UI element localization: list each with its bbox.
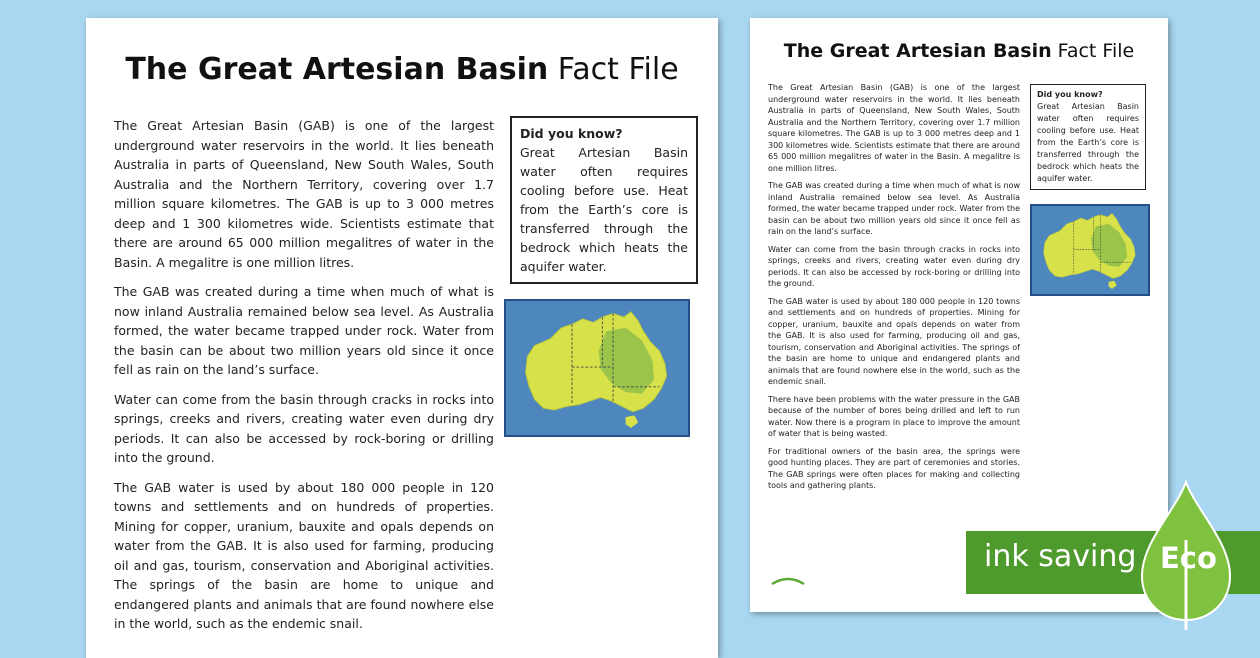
australia-map-graphic [506, 301, 688, 435]
did-you-know-box [510, 116, 698, 284]
australia-map [504, 299, 690, 437]
paragraph: The Great Artesian Basin (GAB) is one of the largest underground water reservoirs in the world. It lies beneath Australia in parts of Queensland, New South Wales, South Australia and the Northern Territory, covering over 1.7 million square kilometres. The GAB is up to 3 000 metres deep and 1 300 kilometres wide. Scientists estimate that there are around 65 000 million megalitres of water in the Basin. A megalitre is one million litres. [114, 118, 494, 270]
page-title-rest: Fact File [557, 52, 679, 87]
paragraph: Water can come from the basin through cracks in rocks into springs, creeks and rivers, creating water even during dry periods. It can also be accessed by rock-boring or drilling into the ground. [114, 391, 494, 465]
paragraph: The GAB was created during a time when much of what is now inland Australia remained below sea level. As Australia formed, the water became trapped under rock. Water from the basin can be about two million years old since it once fell as rain on the land’s surface. [114, 284, 494, 377]
paragraph: For traditional owners of the basin area, the springs were good hunting places. They are part of ceremonies and stories. The GAB springs were often places for making and collecting tools and gathering plants. [768, 446, 1020, 490]
page-title [750, 40, 1168, 62]
twinkl-logo-graphic [770, 572, 806, 590]
did-you-know-title: Did you know? [520, 126, 623, 141]
paragraph: Water can come from the basin through cracks in rocks into springs, creeks and rivers, creating water even during dry periods. It can also be accessed by rock-boring or drilling into the ground. [768, 244, 1020, 288]
australia-map [1030, 204, 1150, 296]
did-you-know-box [1030, 84, 1146, 190]
ink-saving-label: ink saving [984, 539, 1137, 574]
fact-file-page-large [86, 18, 718, 658]
did-you-know-text: Great Artesian Basin water often requires cooling before use. Heat from the Earth’s core is transferred through the bedrock which heats the aquifer water. [1037, 102, 1139, 183]
fact-file-page-small [750, 18, 1168, 612]
paragraph: The GAB water is used by about 180 000 people in 120 towns and settlements and on hundreds of properties. Mining for copper, uranium, bauxite and opals depends on water from the GAB. It is also used for farming, producing oil and gas, tourism, conservation and Aboriginal activities. The springs of the basin are home to unique and endangered plants and animals that are found nowhere else in the world, such as the endemic snail. [768, 296, 1020, 386]
fact-text [114, 116, 494, 644]
page-title-bold: The Great Artesian Basin [783, 40, 1052, 62]
page-title-bold: The Great Artesian Basin [125, 52, 549, 87]
page-title-rest: Fact File [1057, 40, 1135, 62]
eco-label: Eco [1160, 541, 1217, 575]
twinkl-logo [770, 572, 806, 590]
paragraph: The GAB water is used by about 180 000 people in 120 towns and settlements and on hundreds of properties. Mining for copper, uranium, bauxite and opals depends on water from the GAB. It is also used for farming, producing oil and gas, tourism, conservation and Aboriginal activities. The springs of the basin are home to unique and endangered plants and animals that are found nowhere else in the world, such as the endemic snail. [114, 479, 494, 631]
paragraph: The GAB was created during a time when much of what is now inland Australia remained below sea level. As Australia formed, the water became trapped under rock. Water from the basin can be about two million years old since it once fell as rain on the land’s surface. [768, 181, 1020, 236]
paragraph: There have been problems with the water pressure in the GAB because of the number of bores being drilled and left to run water. Now there is a program in place to improve the amount of water that is being wasted. [768, 394, 1020, 438]
australia-map-graphic [1032, 206, 1148, 294]
paragraph: The Great Artesian Basin (GAB) is one of the largest underground water reservoirs in the world. It lies beneath Australia in parts of Queensland, New South Wales, South Australia and the Northern Territory, covering over 1.7 million square kilometres. The GAB is up to 3 000 metres deep and 1 300 kilometres wide. Scientists estimate that there are around 65 000 million megalitres of water in the Basin. A megalitre is one million litres. [768, 83, 1020, 173]
did-you-know-title: Did you know? [1037, 90, 1103, 99]
page-title [86, 52, 718, 87]
fact-text [768, 82, 1020, 498]
did-you-know-text: Great Artesian Basin water often requires cooling before use. Heat from the Earth’s core is transferred through the bedrock which heats the aquifer water. [520, 145, 688, 274]
